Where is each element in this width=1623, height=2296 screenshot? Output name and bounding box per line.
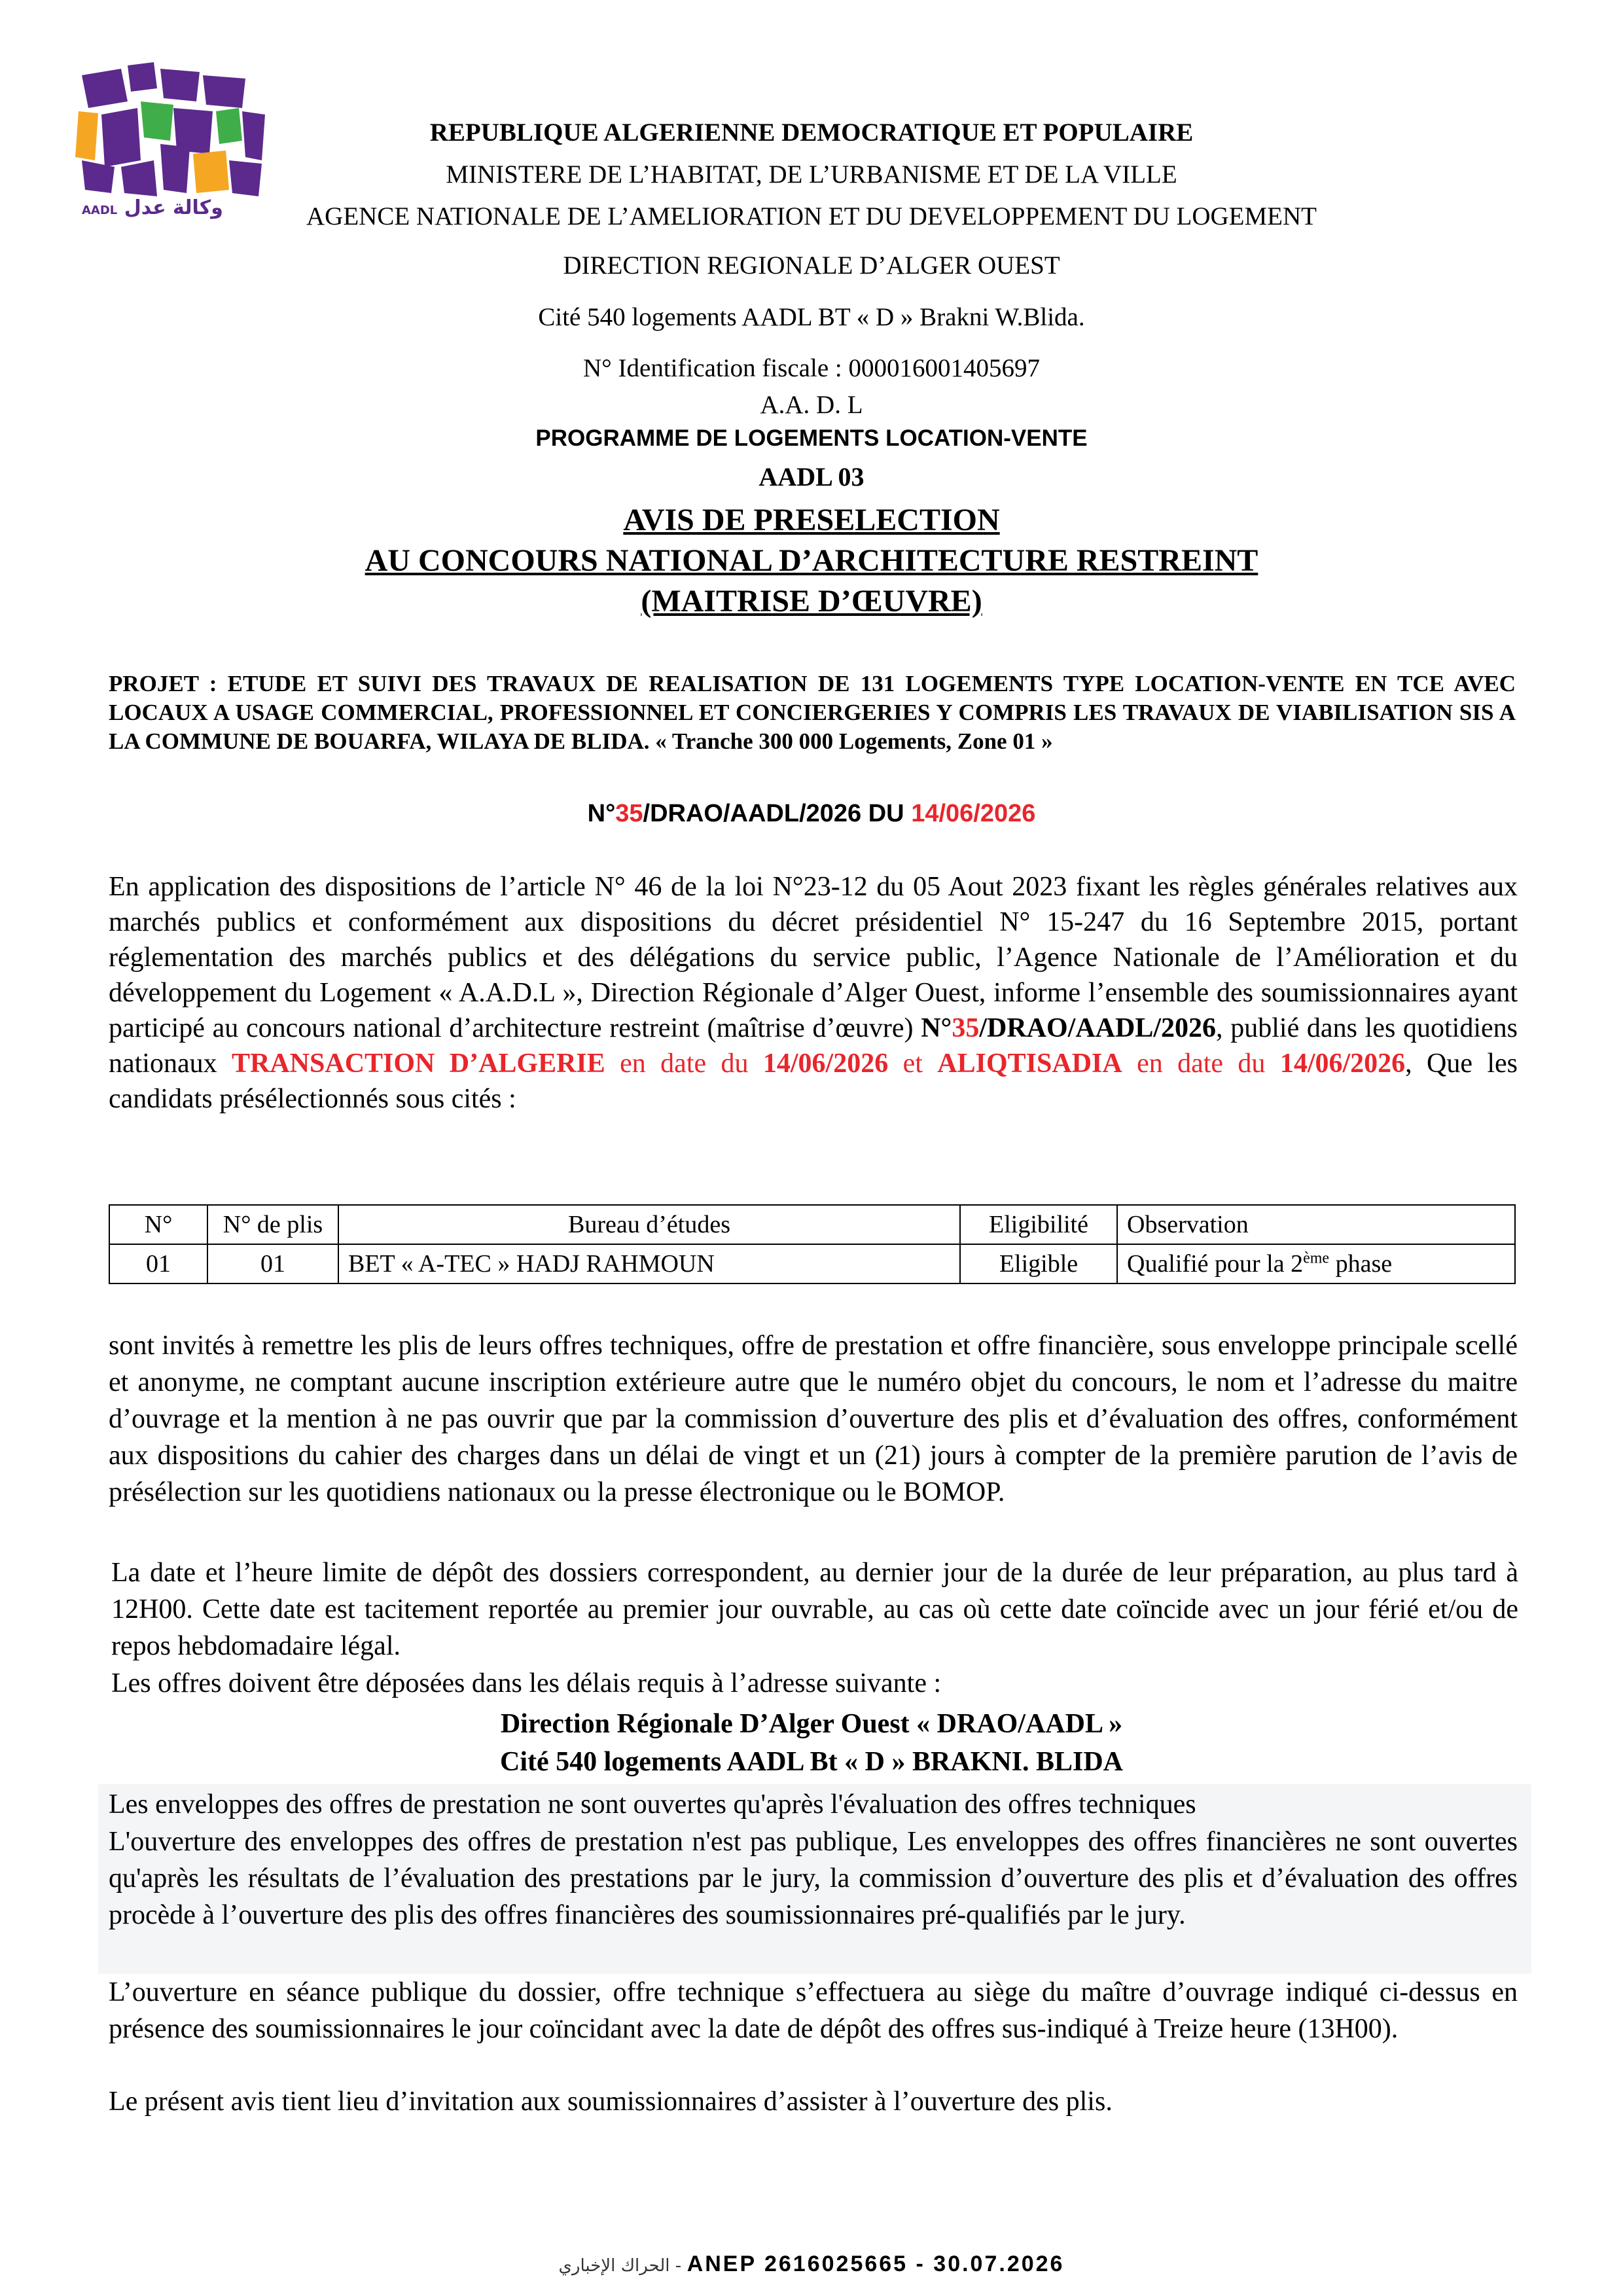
col-header-n: N° xyxy=(109,1205,207,1244)
header-ministry: MINISTERE DE L’HABITAT, DE L’URBANISME ET DE LA VILLE xyxy=(446,160,1177,188)
deposit-address-line2: Cité 540 logements AADL Bt « D » BRAKNI. BLIDA xyxy=(499,1747,1123,1777)
cell-eligibilite: Eligible xyxy=(960,1244,1117,1283)
logo-text: وكالة عدل AADL xyxy=(82,196,223,219)
col-header-bureau: Bureau d’études xyxy=(338,1205,960,1244)
header-republic: REPUBLIQUE ALGERIENNE DEMOCRATIQUE ET POPULAIRE xyxy=(429,118,1194,147)
body-paragraph-3: Les offres doivent être déposées dans les délais requis à l’adresse suivante : xyxy=(111,1668,942,1698)
table-header-row xyxy=(109,1205,1515,1244)
programme-title: PROGRAMME DE LOGEMENTS LOCATION-VENTE xyxy=(535,425,1088,451)
footer-anep: ANEP 2616025665 - 30.07.2026 xyxy=(687,2251,1065,2276)
deposit-address-line1: Direction Régionale D’Alger Ouest « DRAO/AADL » xyxy=(500,1709,1123,1739)
col-header-plis: N° de plis xyxy=(207,1205,338,1244)
cell-plis: 01 xyxy=(207,1244,338,1283)
body-paragraph-6: Le présent avis tient lieu d’invitation aux soumissionnaires d’assister à l’ouverture des plis. xyxy=(109,2087,1113,2117)
cell-n: 01 xyxy=(109,1244,207,1283)
col-header-eligibilite: Eligibilité xyxy=(960,1205,1117,1244)
header-fiscal-id: N° Identification fiscale : 000016001405697 xyxy=(583,354,1040,382)
preselection-table xyxy=(109,1204,1516,1284)
body-paragraph-4a: Les enveloppes des offres de prestation ne sont ouvertes qu'après l'évaluation des offres techniques xyxy=(109,1789,1196,1820)
body-paragraph-2: La date et l’heure limite de dépôt des dossiers correspondent, au dernier jour de la durée de leur préparation, au plus tard à 12H00. Cette date est tacitement reportée au premier jour ouvrable, au cas où cette date coïncide avec un jour férié et/ou de repos hebdomadaire légal. xyxy=(111,1558,1518,1661)
project-description: PROJET : ETUDE ET SUIVI DES TRAVAUX DE REALISATION DE 131 LOGEMENTS TYPE LOCATION-VENTE EN TCE AVEC LOCAUX A USAGE COMMERCIAL, PROFESSIONNEL ET CONCIERGERIES Y COMPRIS LES TRAVAUX DE VIABILISATION SIS A LA COMMUNE DE BOUARFA, WILAYA DE BLIDA. « Tranche 300 000 Logements, Zone 01 » xyxy=(109,671,1516,754)
notice-title-line3: (MAITRISE D’ŒUVRE) xyxy=(641,584,982,619)
cell-bureau: BET « A-TEC » HADJ RAHMOUN xyxy=(338,1244,960,1283)
header-agency: AGENCE NATIONALE DE L’AMELIORATION ET DU DEVELOPPEMENT DU LOGEMENT xyxy=(306,202,1317,230)
notice-title-line2: AU CONCOURS NATIONAL D’ARCHITECTURE RESTREINT xyxy=(365,543,1258,578)
body-paragraph-4b: L'ouverture des enveloppes des offres de prestation n'est pas publique, Les enveloppes des offres financières ne sont ouvertes qu'après les résultats de l’évaluation des prestations par le jury, la commission d’ouverture des plis et d’évaluation des offres procède à l’ouverture des plis des offres financières des soumissionnaires pré-qualifiés par le jury. xyxy=(109,1827,1518,1930)
body-paragraph-5: L’ouverture en séance publique du dossier, offre technique s’effectuera au siège du maître d’ouvrage indiqué ci-dessus en présence des soumissionnaires le jour coïncidant avec la date de dépôt des offres sus-indiqué à Treize heure (13H00). xyxy=(109,1977,1518,2044)
col-header-observation: Observation xyxy=(1117,1205,1515,1244)
table-row xyxy=(109,1244,1515,1283)
header-address: Cité 540 logements AADL BT « D » Brakni W.Blida. xyxy=(538,303,1085,331)
footer-newspaper: الحراك الإخباري - xyxy=(558,2256,682,2276)
notice-reference: N°35/DRAO/AADL/2026 DU 14/06/2026 xyxy=(587,800,1036,827)
header-direction: DIRECTION REGIONALE D’ALGER OUEST xyxy=(563,251,1060,279)
header-aadl: A.A. D. L xyxy=(760,391,863,419)
body-paragraph-1: sont invités à remettre les plis de leurs offres techniques, offre de prestation et offre financière, sous enveloppe principale scellé et anonyme, ne comptant aucune inscription extérieure autre que le numéro objet du concours, le nom et l’adresse du maitre d’ouvrage et la mention à ne pas ouvrir que par la commission d’ouverture des plis et d’évaluation des offres, conformément aux dispositions du cahier des charges dans un délai de vingt et un (21) jours à compter de la première parution de l’avis de présélection sur les quotidiens nationaux ou la presse électronique ou le BOMOP. xyxy=(109,1331,1518,1507)
notice-title-line1: AVIS DE PRESELECTION xyxy=(623,503,1000,537)
cell-observation: Qualifié pour la 2ème phase xyxy=(1117,1244,1515,1283)
programme-aadl03: AADL 03 xyxy=(758,462,865,492)
footer xyxy=(0,2251,1623,2277)
intro-paragraph: En application des dispositions de l’article N° 46 de la loi N°23-12 du 05 Aout 2023 fixant les règles générales relatives aux marchés publics et conformément aux dispositions du décret présidentiel N° 15-247 du 16 Septembre 2015, portant réglementation des marchés publics et des délégations du service public, l’Agence Nationale de l’Amélioration et du développement du Logement « A.A.D.L », Direction Régionale d’Alger Ouest, informe l’ensemble des soumissionnaires ayant participé au concours national d’architecture restreint (maîtrise d’œuvre) N°35/DRAO/AADL/2026, publié dans les quotidiens nationaux TRANSACTION D’ALGERIE en date du 14/06/2026 et ALIQTISADIA en date du 14/06/2026, Que les candidats présélectionnés sous cités : xyxy=(109,872,1518,1114)
